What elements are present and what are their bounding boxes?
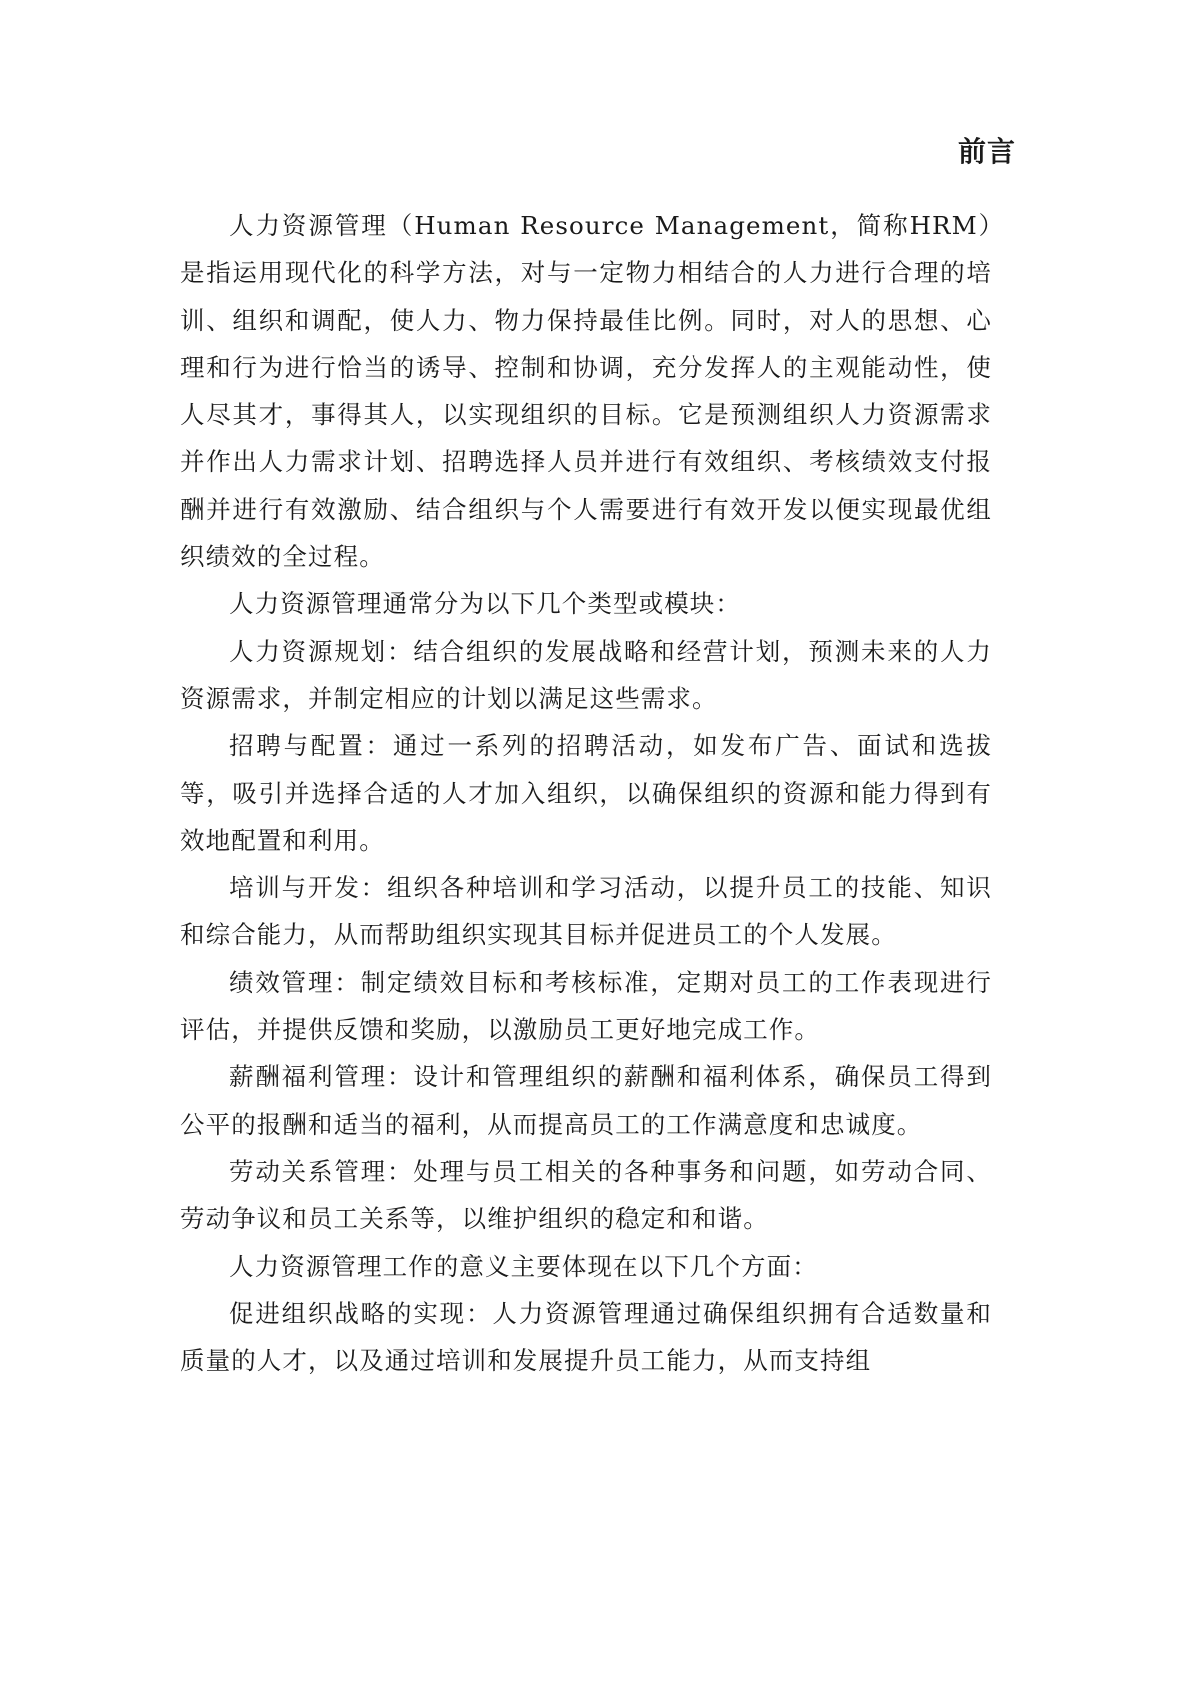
paragraph-training: 培训与开发：组织各种培训和学习活动，以提升员工的技能、知识和综合能力，从而帮助组织实现其目标并促进员工的个人发展。 bbox=[180, 873, 992, 950]
paragraph-intro: 人力资源管理（Human Resource Management，简称HRM）是指运用现代化的科学方法，对与一定物力相结合的人力进行合理的培训、组织和调配，使人力、物力保持最佳比例。同时，对人的思想、心理和行为进行恰当的诱导、控制和协调，充分发挥人的主观能动性，使人尽其才，事得其人，以实现组织的目标。它是预测组织人力资源需求并作出人力需求计划、招聘选择人员并进行有效组织、考核绩效支付报酬并进行有效激励、结合组织与个人需要进行有效开发以便实现最优组织绩效的全过程。 bbox=[180, 211, 992, 572]
paragraph-planning: 人力资源规划：结合组织的发展战略和经营计划，预测未来的人力资源需求，并制定相应的计划以满足这些需求。 bbox=[180, 636, 992, 713]
paragraph-compensation: 薪酬福利管理：设计和管理组织的薪酬和福利体系，确保员工得到公平的报酬和适当的福利，从而提高员工的工作满意度和忠诚度。 bbox=[180, 1062, 992, 1139]
page-title: 前言 bbox=[957, 135, 1016, 168]
paragraph-significance-intro: 人力资源管理工作的意义主要体现在以下几个方面： bbox=[229, 1251, 818, 1281]
paragraph-labor-relations: 劳动关系管理：处理与员工相关的各种事务和问题，如劳动合同、劳动争议和员工关系等，以维护组织的稳定和和谐。 bbox=[180, 1156, 992, 1234]
document-body bbox=[180, 202, 992, 1384]
paragraph-performance: 绩效管理：制定绩效目标和考核标准，定期对员工的工作表现进行评估，并提供反馈和奖励，以激励员工更好地完成工作。 bbox=[180, 967, 992, 1045]
paragraph-modules-intro: 人力资源管理通常分为以下几个类型或模块： bbox=[229, 589, 741, 619]
paragraph-recruitment: 招聘与配置：通过一系列的招聘活动，如发布广告、面试和选拔等，吸引并选择合适的人才加入组织，以确保组织的资源和能力得到有效地配置和利用。 bbox=[180, 731, 992, 855]
paragraph-strategy: 促进组织战略的实现：人力资源管理通过确保组织拥有合适数量和质量的人才，以及通过培训和发展提升员工能力，从而支持组 bbox=[180, 1298, 992, 1376]
